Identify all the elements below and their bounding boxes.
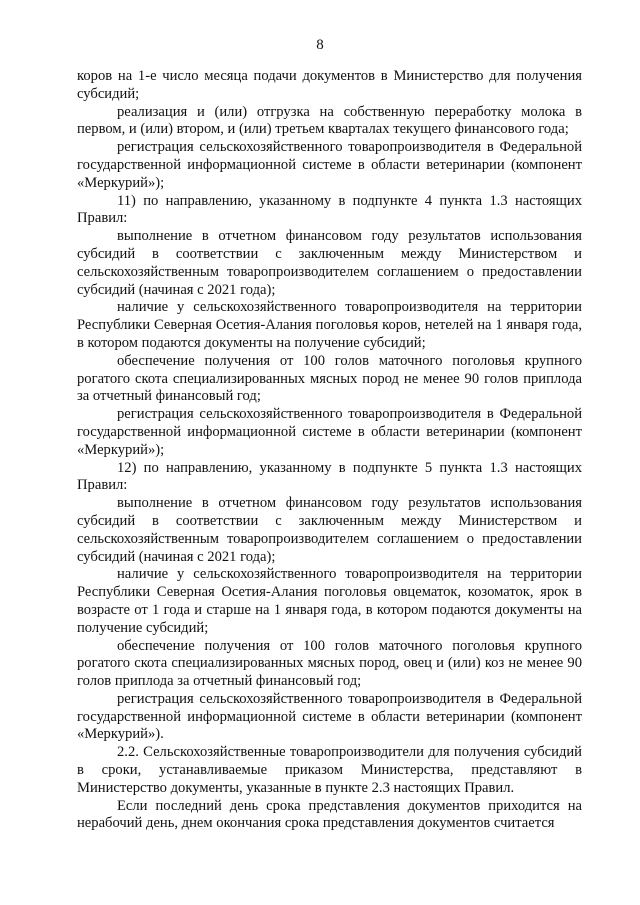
paragraph: 2.2. Сельскохозяйственные товаропроизводители для получения субсидий в сроки, устанавливаемые приказом Министерства, представляют в Министерство документы, указанные в пункте 2.3 настоящих Правил. [77, 744, 582, 796]
paragraph: выполнение в отчетном финансовом году результатов использования субсидий в соответствии с заключенным между Министерством и сельскохозяйственным товаропроизводителем соглашением о предоставлении субсидий (начиная с 2021 года); [77, 495, 582, 565]
paragraph: регистрация сельскохозяйственного товаропроизводителя в Федеральной государственной информационной системе в области ветеринарии (компонент «Меркурий»); [77, 139, 582, 191]
paragraph: регистрация сельскохозяйственного товаропроизводителя в Федеральной государственной информационной системе в области ветеринарии (компонент «Меркурий»). [77, 690, 582, 743]
paragraph: реализация и (или) отгрузка на собственную переработку молока в первом, и (или) втором, и (или) третьем кварталах текущего финансового года; [77, 103, 582, 138]
document-body [77, 68, 582, 833]
paragraph: регистрация сельскохозяйственного товаропроизводителя в Федеральной государственной информационной системе в области ветеринарии (компонент «Меркурий»); [77, 406, 582, 458]
paragraph: коров на 1-е число месяца подачи документов в Министерство для получения субсидий; [77, 68, 582, 102]
paragraph: обеспечение получения от 100 голов маточного поголовья крупного рогатого скота специализированных мясных пород, овец и (или) коз не менее 90 голов приплода за отчетный финансовый год; [77, 637, 582, 690]
paragraph: наличие у сельскохозяйственного товаропроизводителя на территории Республики Северная Осетия-Алания поголовья коров, нетелей на 1 января года, в котором подаются документы на получение субсидий; [77, 299, 582, 351]
paragraph: Если последний день срока представления документов приходится на нерабочий день, днем окончания срока представления документов считается [77, 797, 582, 832]
paragraph: выполнение в отчетном финансовом году результатов использования субсидий в соответствии с заключенным между Министерством и сельскохозяйственным товаропроизводителем соглашением о предоставлении субсидий (начиная с 2021 года); [77, 228, 582, 298]
paragraph: обеспечение получения от 100 голов маточного поголовья крупного рогатого скота специализированных мясных пород не менее 90 голов приплода за отчетный финансовый год; [77, 352, 582, 405]
paragraph: 12) по направлению, указанному в подпункте 5 пункта 1.3 настоящих Правил: [77, 459, 582, 494]
paragraph: наличие у сельскохозяйственного товаропроизводителя на территории Республики Северная Осетия-Алания поголовья овцематок, козоматок, ярок в возрасте от 1 года и старше на 1 января года, в котором подаются документы на получение субсидий; [77, 566, 582, 636]
page-number: 8 [316, 37, 324, 53]
paragraph: 11) по направлению, указанному в подпункте 4 пункта 1.3 настоящих Правил: [77, 192, 582, 227]
